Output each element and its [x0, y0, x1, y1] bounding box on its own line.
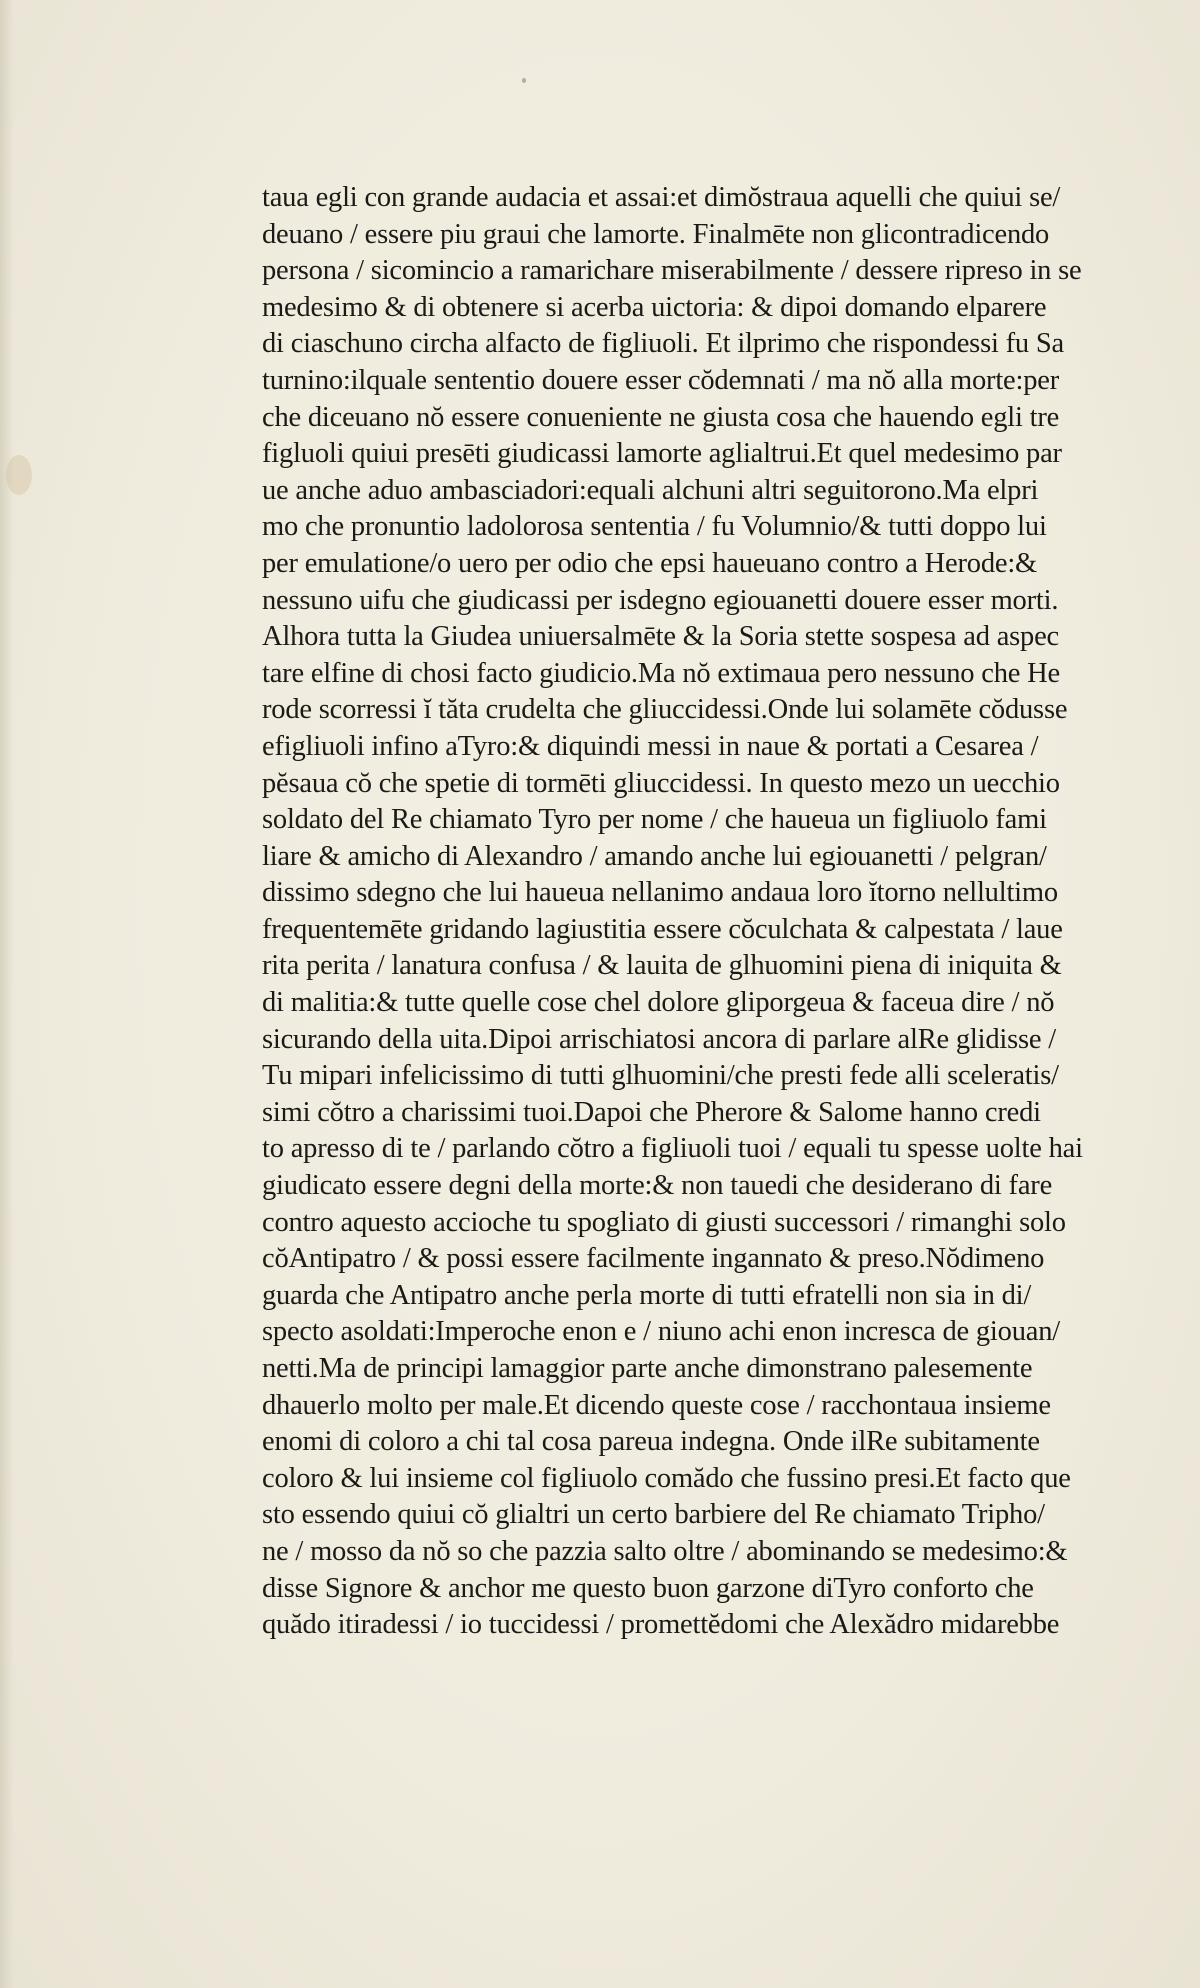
text-line: cŏAntipatro / & possi essere facilmente ingannato & preso.Nŏdimeno — [262, 1243, 1045, 1275]
text-line: medesimo & di obtenere si acerba uictoria: & dipoi domando elparere — [262, 291, 1047, 323]
text-line: di ciaschuno circha alfacto de figliuoli. Et ilprimo che rispondessi fu Sa — [262, 328, 1064, 360]
text-line: turnino:ilquale sententio douere esser cŏdemnati / ma nŏ alla morte:per — [262, 364, 1059, 396]
text-line: giudicato essere degni della morte:& non tauedi che desiderano di fare — [262, 1170, 1053, 1202]
text-line: persona / sicomincio a ramarichare miserabilmente / dessere ripreso in se — [262, 255, 1082, 287]
text-line: efigliuoli infino aTyro:& diquindi messi in naue & portati a Cesarea / — [262, 730, 1039, 762]
text-line: nessuno uifu che giudicassi per isdegno egiouanetti douere esser morti. — [262, 584, 1059, 616]
text-line: di malitia:& tutte quelle cose chel dolore gliporgeua & faceua dire / nŏ — [262, 987, 1055, 1019]
text-line: specto asoldati:Imperoche enon e / niuno achi enon incresca de giouan/ — [262, 1316, 1060, 1348]
text-line: rita perita / lanatura confusa / & lauita de glhuomini piena di iniquita & — [262, 950, 1062, 982]
text-line: mo che pronuntio ladolorosa sententia / fu Volumnio/& tutti doppo lui — [262, 511, 1047, 543]
text-line: dissimo sdegno che lui haueua nellanimo andaua loro ĭtorno nellultimo — [262, 877, 1058, 909]
paper-speck — [522, 78, 526, 83]
paper-stain — [6, 455, 32, 495]
text-line: che diceuano nŏ essere conueniente ne giusta cosa che hauendo egli tre — [262, 401, 1060, 433]
text-line: Tu mipari infelicissimo di tutti glhuomini/che presti fede alli sceleratis/ — [262, 1060, 1059, 1092]
text-line: deuano / essere piu graui che lamorte. Finalmēte non glicontradicendo — [262, 218, 1050, 250]
text-line: ne / mosso da nŏ so che pazzia salto oltre / abominando se medesimo:& — [262, 1535, 1068, 1567]
text-line: soldato del Re chiamato Tyro per nome / che haueua un figliuolo fami — [262, 804, 1047, 836]
text-line: pĕsaua cŏ che spetie di tormēti gliuccidessi. In questo mezo un uecchio — [262, 767, 1060, 799]
text-line: frequentemēte gridando lagiustitia essere cŏculchata & calpestata / laue — [262, 913, 1063, 945]
text-line: ue anche aduo ambasciadori:equali alchuni altri seguitorono.Ma elpri — [262, 474, 1039, 506]
text-line: figluoli quiui presēti giudicassi lamorte aglialtrui.Et quel medesimo par — [262, 438, 1062, 470]
text-line: dhauerlo molto per male.Et dicendo queste cose / racchontaua insieme — [262, 1389, 1051, 1421]
text-line: simi cŏtro a charissimi tuoi.Dapoi che Pherore & Salome hanno credi — [262, 1096, 1041, 1128]
text-line: per emulatione/o uero per odio che epsi haueuano contro a Herode:& — [262, 547, 1038, 579]
text-block — [262, 180, 1192, 1644]
text-line: rode scorressi ĭ tăta crudelta che gliuccidessi.Onde lui solamēte cŏdusse — [262, 694, 1068, 726]
text-line: contro aquesto accioche tu spogliato di giusti successori / rimanghi solo — [262, 1206, 1066, 1238]
text-line: disse Signore & anchor me questo buon garzone diTyro conforto che — [262, 1572, 1034, 1604]
text-line: sicurando della uita.Dipoi arrischiatosi ancora di parlare alRe glidisse / — [262, 1023, 1057, 1055]
text-line: tare elfine di chosi facto giudicio.Ma nŏ extimaua pero nessuno che He — [262, 657, 1060, 689]
text-line: Alhora tutta la Giudea uniuersalmēte & la Soria stette sospesa ad aspec — [262, 621, 1059, 653]
text-line: netti.Ma de principi lamaggior parte anche dimonstrano palesemente — [262, 1353, 1033, 1384]
page-binding-edge — [0, 0, 14, 1988]
text-line: taua egli con grande audacia et assai:et dimŏstraua aquelli che quiui se/ — [262, 182, 1061, 213]
text-line: to apresso di te / parlando cŏtro a figliuoli tuoi / equali tu spesse uolte hai — [262, 1133, 1083, 1165]
text-line: enomi di coloro a chi tal cosa pareua indegna. Onde ilRe subitamente — [262, 1426, 1040, 1458]
text-line: guarda che Antipatro anche perla morte di tutti efratelli non sia in di/ — [262, 1279, 1032, 1311]
text-line: quădo itiradessi / io tuccidessi / promettĕdomi che Alexădro midarebbe — [262, 1609, 1060, 1641]
text-line: coloro & lui insieme col figliuolo comădo che fussino presi.Et facto que — [262, 1462, 1071, 1494]
text-line: sto essendo quiui cŏ glialtri un certo barbiere del Re chiamato Tripho/ — [262, 1499, 1045, 1531]
text-line: liare & amicho di Alexandro / amando anche lui egiouanetti / pelgran/ — [262, 840, 1047, 872]
